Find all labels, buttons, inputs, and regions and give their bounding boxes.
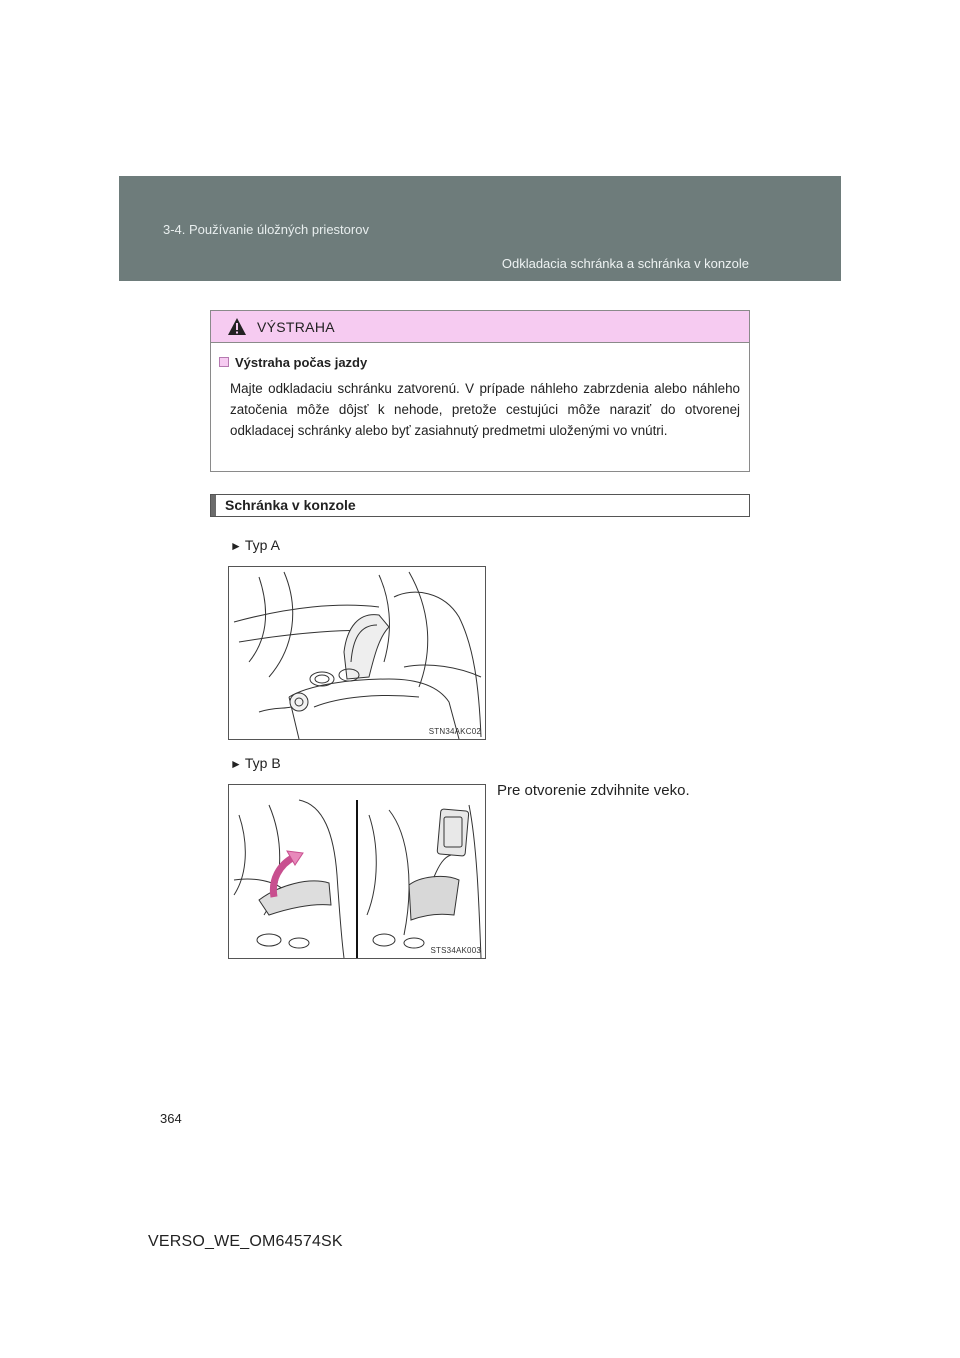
section-path: 3-4. Používanie úložných priestorov (163, 222, 369, 237)
figure-code: STS34AK003 (430, 946, 481, 955)
section-heading (210, 494, 750, 517)
warning-header (211, 311, 749, 343)
pointer-triangle-icon: ► (230, 757, 242, 771)
warning-text: Majte odkladaciu schránku zatvorenú. V prípade náhleho zabrzdenia alebo náhleho zatočenia môže dôjsť k nehode, pretože cestujúci môže naraziť do otvorenej odkladacej schránky alebo byť zasiahnutý predmetmi uloženými vo vnútri. (230, 381, 740, 438)
figure-code: STN34AKC02 (428, 727, 481, 736)
warning-subheading-text: Výstraha počas jazdy (235, 355, 368, 370)
type-a-label-text: Typ A (244, 537, 280, 553)
type-b-figure (228, 784, 486, 959)
pointer-triangle-icon: ► (230, 539, 242, 553)
type-b-instruction: Pre otvorenie zdvihnite veko. (497, 782, 690, 799)
page-header (119, 176, 841, 281)
warning-subheading (219, 355, 367, 370)
warning-label: VÝSTRAHA (257, 319, 335, 335)
section-heading-accent (211, 495, 216, 516)
type-b-label (230, 755, 281, 771)
document-code: VERSO_WE_OM64574SK (148, 1233, 343, 1250)
warning-box (210, 310, 750, 472)
section-title: Odkladacia schránka a schránka v konzole (501, 256, 749, 271)
page-number: 364 (160, 1111, 182, 1126)
console-box-illustration-a (229, 567, 485, 739)
bullet-square-icon (219, 357, 229, 367)
type-a-figure (228, 566, 486, 740)
section-heading-text: Schránka v konzole (225, 497, 356, 513)
warning-triangle-icon (227, 317, 247, 336)
type-a-label (230, 537, 280, 553)
type-b-label-text: Typ B (244, 755, 281, 771)
console-box-illustration-b (229, 785, 485, 958)
